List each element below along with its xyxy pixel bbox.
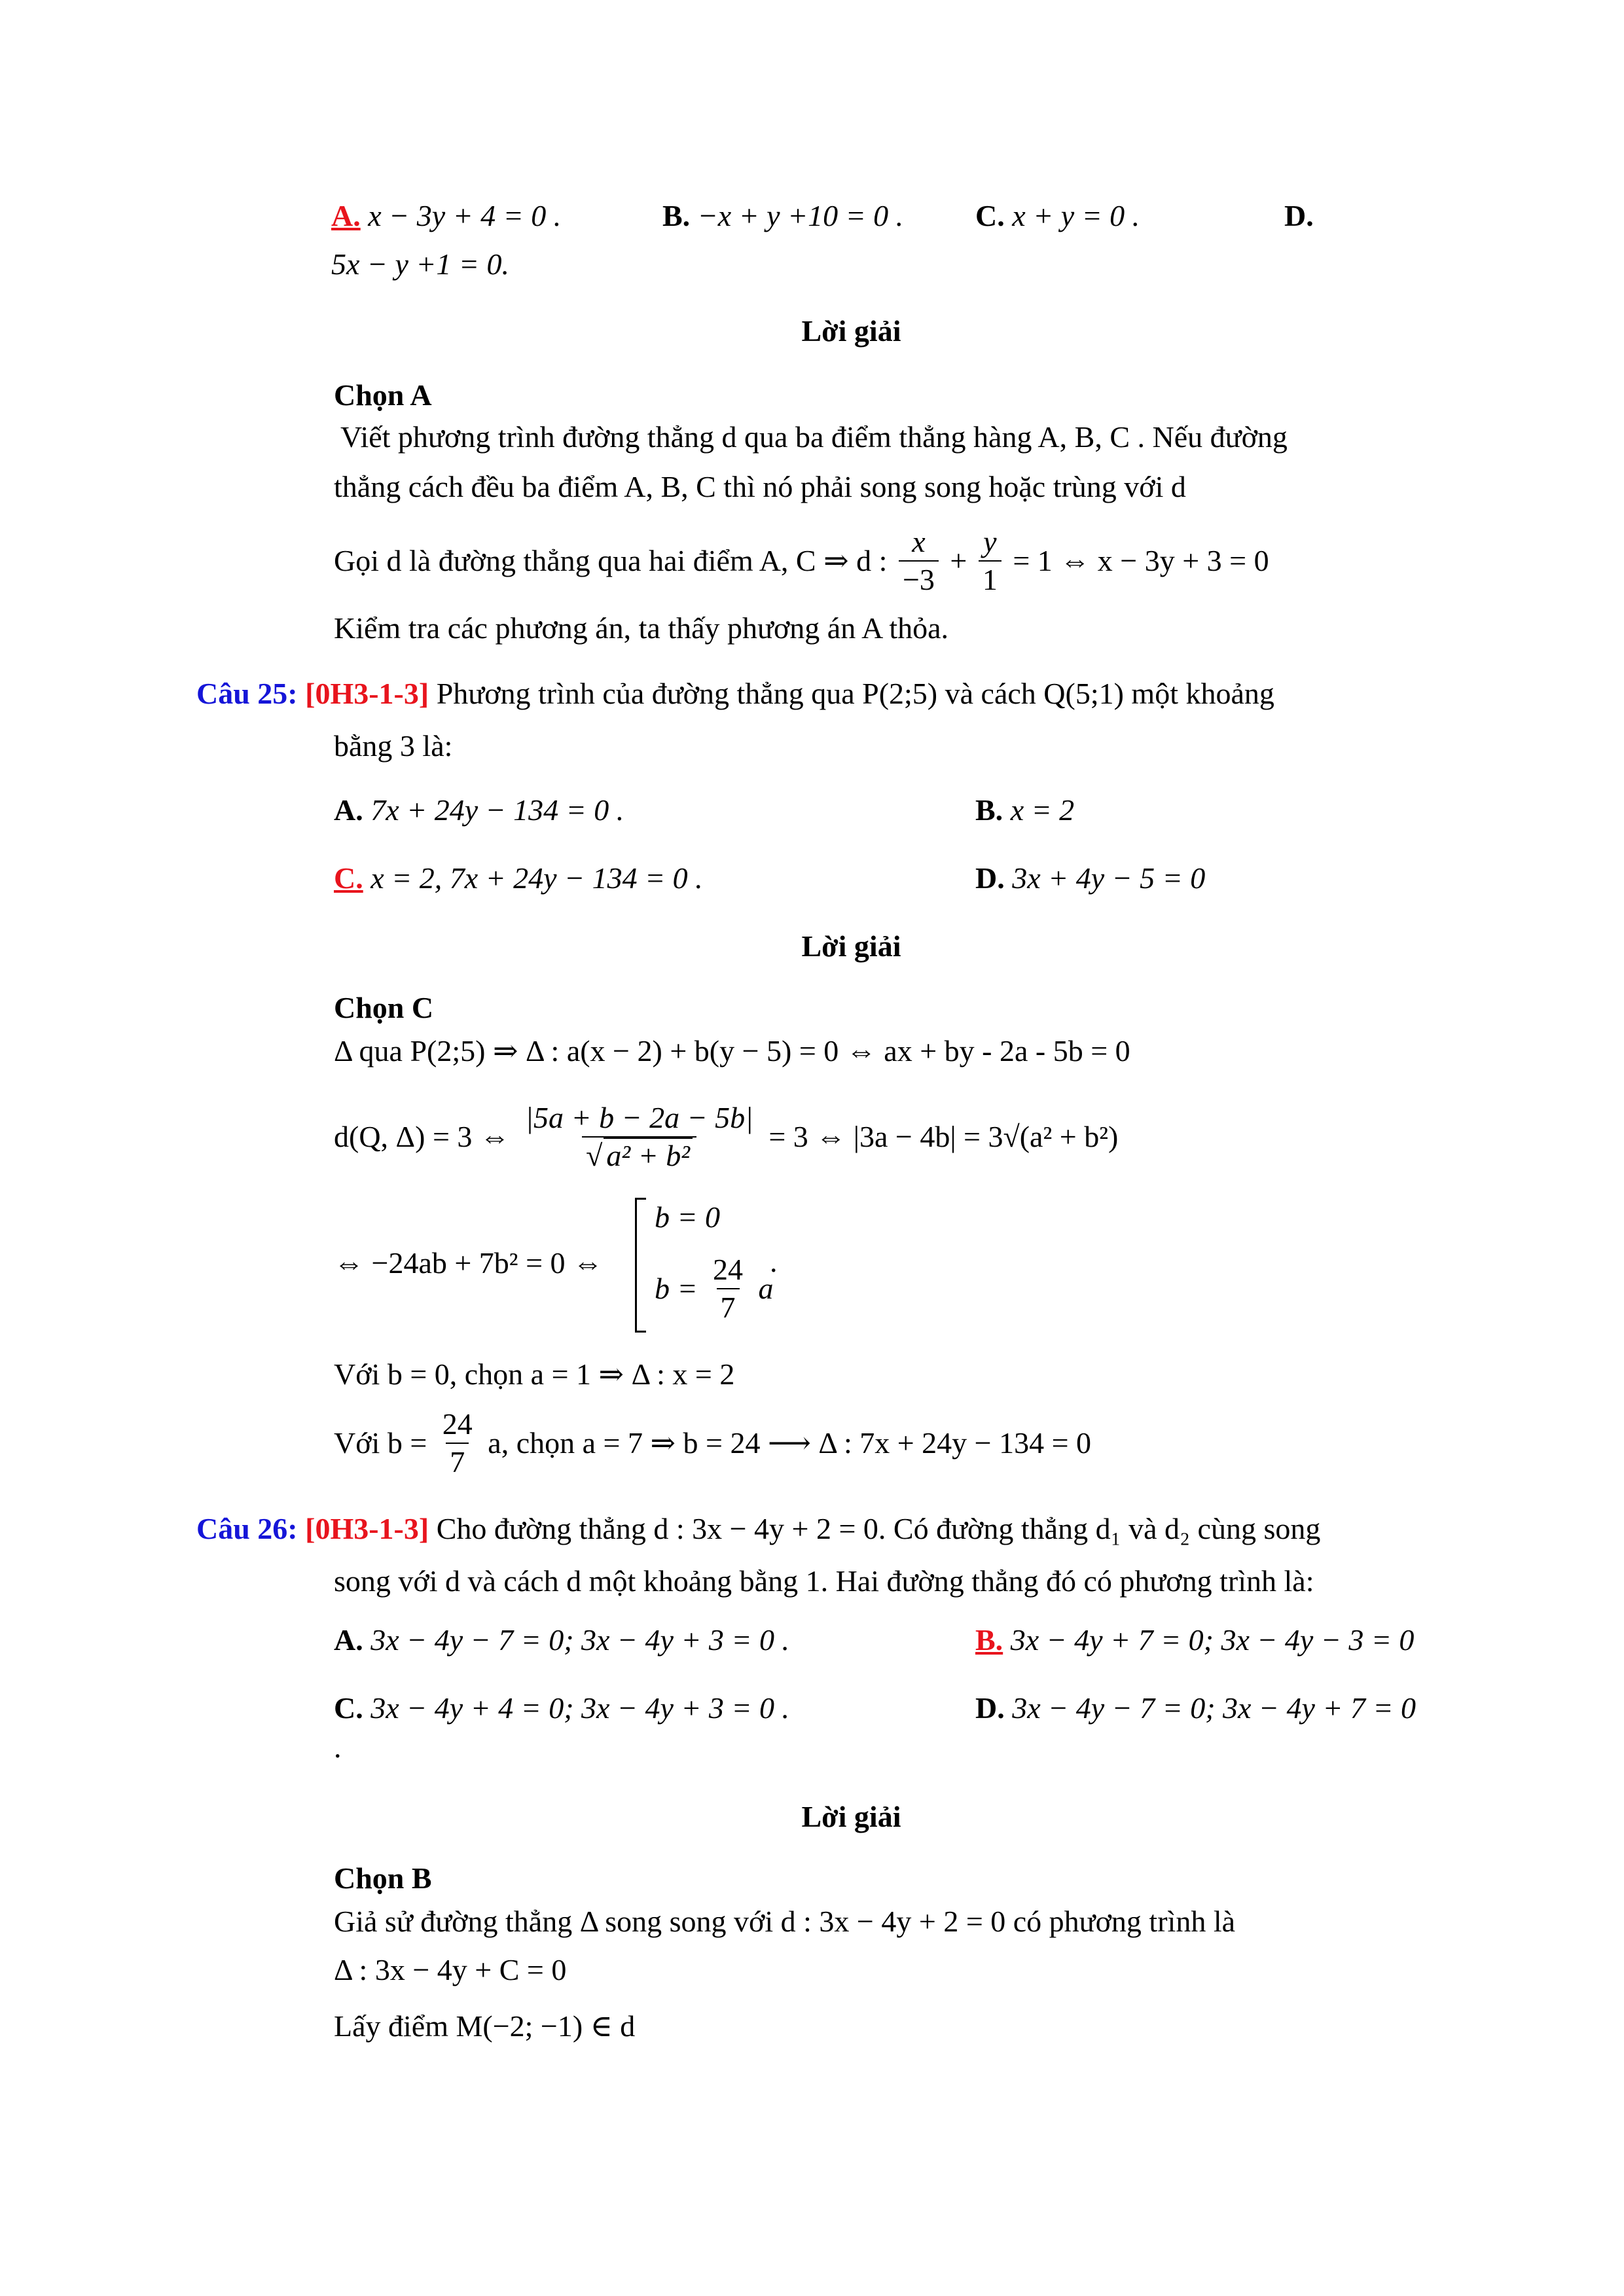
q25-option-a — [334, 791, 624, 830]
q25-case1: b = 0 — [655, 1200, 721, 1234]
q26-option-c-text: 3x − 4y + 4 = 0; 3x − 4y + 3 = 0 . — [370, 1691, 789, 1725]
q25-case2 — [655, 1251, 774, 1326]
q25-s5-den: 7 — [446, 1443, 469, 1480]
q25-option-a-text: 7x + 24y − 134 = 0 . — [370, 793, 624, 827]
q25-option-d-letter: D. — [975, 861, 1005, 895]
q25-stem-line2: bằng 3 là: — [334, 729, 453, 762]
q26-option-b-letter: B. — [975, 1623, 1003, 1657]
q26-solution-s2: Δ : 3x − 4y + C = 0 — [334, 1953, 567, 1986]
q26-stem-line2: song với d và cách d một khoảng bằng 1. Hai đường thẳng đó có phương trình là: — [334, 1564, 1314, 1598]
q24-option-a-letter: A. — [331, 199, 361, 232]
q24-option-b — [662, 196, 903, 236]
q25-option-c — [334, 859, 703, 898]
q26-stem-line1 — [196, 1509, 1320, 1549]
q26-option-a-letter: A. — [334, 1623, 363, 1657]
q25-case2-fraction — [709, 1251, 747, 1326]
q24-chosen-answer: Chọn A — [334, 378, 432, 412]
q24-fraction-y-den: 1 — [979, 560, 1001, 598]
q24-solution-line2: thẳng cách đều ba điểm A, B, C thì nó phải song song hoặc trùng với d — [334, 470, 1186, 503]
q26-solution-s3: Lấy điểm M(−2; −1) ∈ d — [334, 2009, 636, 2043]
q25-code: [0H3-1-3] — [305, 677, 429, 710]
q24-solution-heading: Lời giải — [801, 314, 901, 348]
q26-option-c — [334, 1689, 789, 1728]
q26-solution-s1: Giả sử đường thẳng Δ song song với d : 3x − 4y + 2 = 0 có phương trình là — [334, 1905, 1236, 1938]
q25-chosen-answer: Chọn C — [334, 991, 434, 1024]
q25-distance-den: √ a² + b² — [582, 1136, 696, 1174]
q25-option-c-letter: C. — [334, 861, 363, 895]
q25-label: Câu 25: — [196, 677, 298, 710]
q24-fraction-y — [979, 524, 1001, 598]
q24-option-c — [975, 196, 1140, 236]
q26-stray-dot: . — [334, 1731, 342, 1764]
q25-solution-s4: Với b = 0, chọn a = 1 ⇒ Δ : x = 2 — [334, 1357, 735, 1391]
q25-solution-s5 — [334, 1406, 1091, 1480]
q25-case2-prefix: b = — [655, 1272, 698, 1305]
q25-s5-prefix: Với b = — [334, 1426, 427, 1460]
q25-s2-suffix: = 3 ⇔ |3a − 4b| = 3√(a² + b²) — [768, 1120, 1119, 1153]
q24-option-d-text-wrap — [331, 245, 509, 284]
q24-option-a-text: x − 3y + 4 = 0 . — [368, 199, 562, 232]
q25-case2-den: 7 — [717, 1288, 740, 1326]
q25-distance-num: |5a + b − 2a − 5b| — [525, 1101, 753, 1134]
q25-option-b-letter: B. — [975, 793, 1003, 827]
q26-solution-heading: Lời giải — [801, 1800, 901, 1833]
q26-option-d-text: 3x − 4y − 7 = 0; 3x − 4y + 7 = 0 — [1012, 1691, 1416, 1725]
q25-distance-den-radicand: a² + b² — [604, 1138, 693, 1172]
q26-option-b-text: 3x − 4y + 7 = 0; 3x − 4y − 3 = 0 — [1010, 1623, 1415, 1657]
q25-distance-fraction — [521, 1100, 757, 1174]
q24-fraction-x-num: x — [912, 525, 926, 558]
q25-s5-suffix: a, chọn a = 7 ⇒ b = 24 ⟶ Δ : 7x + 24y − 134 = 0 — [488, 1426, 1092, 1460]
q26-code: [0H3-1-3] — [305, 1512, 429, 1545]
q25-s3-prefix: ⇔ −24ab + 7b² = 0 ⇔ — [334, 1246, 604, 1280]
q24-option-d-text: 5x − y +1 = 0. — [331, 247, 509, 281]
plus-sign: + — [950, 544, 967, 577]
q26-option-a-text: 3x − 4y − 7 = 0; 3x − 4y + 3 = 0 . — [370, 1623, 789, 1657]
q25-s3-dot: . — [770, 1245, 778, 1278]
q24-solution-line1: Viết phương trình đường thẳng d qua ba điểm thẳng hàng A, B, C . Nếu đường — [340, 420, 1288, 454]
q24-option-b-letter: B. — [662, 199, 691, 232]
q25-case2-var: a — [758, 1272, 774, 1305]
q26-option-d — [975, 1689, 1416, 1728]
q26-option-c-letter: C. — [334, 1691, 363, 1725]
q26-chosen-answer: Chọn B — [334, 1861, 432, 1895]
q26-label: Câu 26: — [196, 1512, 298, 1545]
q25-option-d — [975, 859, 1205, 898]
q25-stem-line1 — [196, 674, 1274, 713]
q24-option-d-letter: D. — [1284, 199, 1314, 232]
q24-option-b-text: −x + y +10 = 0 . — [697, 199, 904, 232]
q24-solution-line4: Kiểm tra các phương án, ta thấy phương án A thỏa. — [334, 611, 949, 645]
q25-system-bracket — [635, 1198, 646, 1333]
q25-solution-s1: Δ qua P(2;5) ⇒ Δ : a(x − 2) + b(y − 5) = 0 ⇔ ax + by - 2a - 5b = 0 — [334, 1034, 1130, 1067]
q24-solution-line3 — [334, 524, 1269, 598]
q24-line3-prefix: Gọi d là đường thẳng qua hai điểm A, C ⇒ d : — [334, 544, 888, 577]
q24-option-a — [331, 196, 561, 236]
q25-solution-s2 — [334, 1100, 1118, 1174]
q25-solution-heading: Lời giải — [801, 929, 901, 963]
q24-option-d-letter-wrap — [1284, 196, 1314, 236]
q24-fraction-x-den: −3 — [899, 560, 939, 598]
q24-fraction-x — [899, 524, 939, 598]
q24-option-c-text: x + y = 0 . — [1012, 199, 1140, 232]
q25-s2-prefix: d(Q, Δ) = 3 ⇔ — [334, 1120, 510, 1153]
q24-line3-suffix: = 1 ⇔ x − 3y + 3 = 0 — [1013, 544, 1269, 577]
q26-option-d-letter: D. — [975, 1691, 1005, 1725]
q25-option-b — [975, 791, 1074, 830]
q25-case2-num: 24 — [713, 1253, 744, 1286]
q25-option-b-text: x = 2 — [1010, 793, 1075, 827]
q25-option-d-text: 3x + 4y − 5 = 0 — [1012, 861, 1206, 895]
q24-option-c-letter: C. — [975, 199, 1005, 232]
q24-fraction-y-num: y — [983, 525, 997, 558]
q25-option-a-letter: A. — [334, 793, 363, 827]
q26-option-a — [334, 1621, 789, 1660]
q25-s5-num: 24 — [442, 1407, 473, 1441]
q26-stem-text1: Cho đường thẳng d : 3x − 4y + 2 = 0. Có đường thẳng d₁ và d₂ cùng song — [436, 1512, 1321, 1545]
q25-s5-fraction — [439, 1406, 477, 1480]
q26-option-b — [975, 1621, 1414, 1660]
q25-option-c-text: x = 2, 7x + 24y − 134 = 0 . — [370, 861, 703, 895]
q25-stem-text1: Phương trình của đường thẳng qua P(2;5) và cách Q(5;1) một khoảng — [436, 677, 1274, 710]
